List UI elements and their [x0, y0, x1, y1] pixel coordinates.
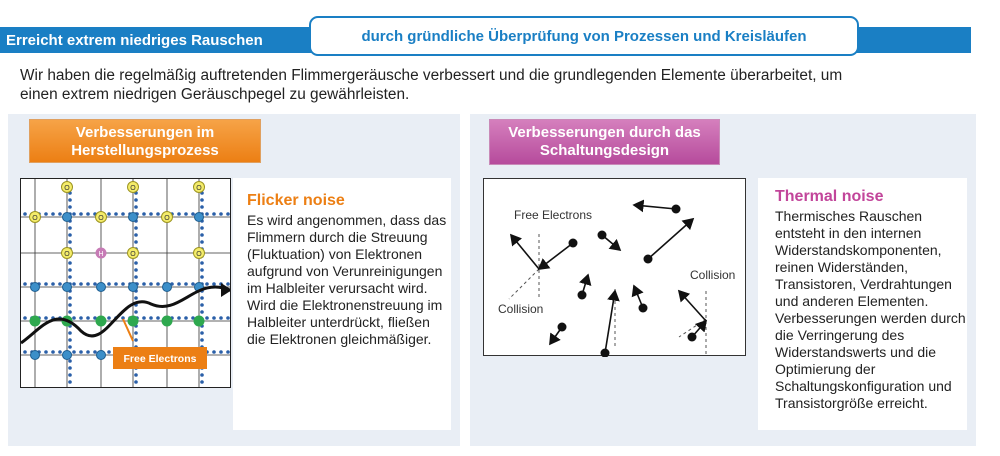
thermal-noise-diagram [483, 178, 746, 356]
bond-dot [51, 350, 55, 354]
oxygen-atom-label: O [64, 251, 70, 258]
bond-dot [156, 316, 160, 320]
oxygen-atom-label: O [64, 185, 70, 192]
bond-dot [72, 350, 76, 354]
bond-dot [68, 345, 72, 349]
free-electrons-label: Free Electrons [514, 208, 593, 222]
bond-dot [68, 303, 72, 307]
bond-dot [200, 233, 204, 237]
oxygen-atom-label: O [98, 215, 104, 222]
bond-dot [200, 240, 204, 244]
bond-dot [219, 316, 223, 320]
bond-dot [121, 282, 125, 286]
bond-dot [86, 282, 90, 286]
bond-dot [219, 212, 223, 216]
bond-dot [121, 212, 125, 216]
oxygen-atom-label: O [32, 215, 38, 222]
bond-dot [226, 316, 230, 320]
bond-dot [93, 350, 97, 354]
bond-dot [205, 212, 209, 216]
silicon-atom [129, 283, 138, 292]
bond-dot [114, 282, 118, 286]
electron-arrows [511, 205, 706, 353]
silicon-atom [31, 351, 40, 360]
bond-dot [200, 310, 204, 314]
bond-dot [219, 350, 223, 354]
banner-title: Erreicht extrem niedriges Rauschen [6, 32, 263, 49]
dopant-atom [96, 316, 107, 327]
bond-dot [184, 282, 188, 286]
bond-dot [200, 296, 204, 300]
bond-dot [68, 359, 72, 363]
bond-dot [44, 212, 48, 216]
intro-text [20, 66, 980, 104]
silicon-atom [63, 283, 72, 292]
bond-dot [79, 316, 83, 320]
bond-dot [68, 261, 72, 265]
bond-dot [107, 282, 111, 286]
bond-dot [134, 226, 138, 230]
bond-dot [200, 303, 204, 307]
flicker-noise-title: Flicker noise [247, 192, 345, 209]
collision-label-right: Collision [690, 268, 736, 282]
dopant-atom [30, 316, 41, 327]
bond-dot [191, 282, 195, 286]
bond-dot [23, 212, 27, 216]
manufacturing-tag-line-2: Herstellungsprozess [71, 142, 219, 159]
bond-dot [23, 282, 27, 286]
manufacturing-tag [29, 119, 261, 163]
bond-dot [134, 268, 138, 272]
bond-dot [68, 275, 72, 279]
bond-dot [68, 198, 72, 202]
bond-dot [156, 282, 160, 286]
bond-dot [212, 316, 216, 320]
hydrogen-atom-label: H [98, 251, 104, 258]
silicon-atom [31, 283, 40, 292]
bond-dot [134, 205, 138, 209]
bond-dot [177, 316, 181, 320]
oxygen-atom-label: O [130, 185, 136, 192]
bond-dot [58, 282, 62, 286]
bond-dot [107, 212, 111, 216]
bond-dot [58, 350, 62, 354]
bond-dot [23, 350, 27, 354]
bond-dot [51, 282, 55, 286]
bond-dot [79, 212, 83, 216]
free-electrons-callout-label: Free Electrons [123, 353, 197, 365]
bond-dot [184, 316, 188, 320]
bond-dot [226, 350, 230, 354]
bond-dot [200, 380, 204, 384]
bond-dot [134, 275, 138, 279]
bond-dot [68, 205, 72, 209]
dopant-atom [162, 316, 173, 327]
bond-dot [200, 226, 204, 230]
bond-dot [68, 366, 72, 370]
circuit-design-tag [489, 119, 720, 165]
intro-line-2: einen extrem niedrigen Geräuschpegel zu gewährleisten. [20, 86, 410, 103]
bond-dot [134, 310, 138, 314]
semiconductor-lattice-diagram [20, 178, 231, 388]
oxygen-atom-label: O [196, 185, 202, 192]
circuit-design-tag-line-1: Verbesserungen durch das [508, 124, 701, 141]
banner-subtitle-pill [309, 16, 859, 56]
bond-dot [212, 282, 216, 286]
electron-dots [558, 205, 697, 358]
bond-dot [177, 212, 181, 216]
bond-dot [134, 331, 138, 335]
bond-dot [72, 282, 76, 286]
bond-dot [23, 316, 27, 320]
bond-dot [134, 373, 138, 377]
bond-dot [149, 212, 153, 216]
bond-dot [149, 282, 153, 286]
bond-dot [86, 350, 90, 354]
silicon-atom [97, 351, 106, 360]
lattice-svg [21, 179, 231, 388]
bond-dot [149, 316, 153, 320]
bond-dot [226, 212, 230, 216]
bond-dot [72, 212, 76, 216]
bond-dot [200, 373, 204, 377]
bond-dot [200, 331, 204, 335]
bond-dot [134, 233, 138, 237]
bond-dot [134, 240, 138, 244]
bond-dot [205, 316, 209, 320]
bond-dot [107, 350, 111, 354]
bond-dot [79, 282, 83, 286]
bond-dot [68, 380, 72, 384]
bond-dot [79, 350, 83, 354]
electron-flow-curve [21, 287, 231, 343]
bond-dot [142, 316, 146, 320]
bond-dot [134, 261, 138, 265]
flicker-noise-body: Es wird angenommen, dass das Flimmern durch die Streuung (Fluktuation) von Elektronen aufgrund von Verunreinigungen im Halbleiter verursacht wird. Wird die Elektronenstreuung im Halbleiter unterdrückt, fließen die Elektronen gleichmäßiger. [247, 212, 447, 347]
bond-dot [86, 316, 90, 320]
dopant-atom [128, 316, 139, 327]
silicon-atom [97, 283, 106, 292]
bond-dot [200, 275, 204, 279]
bond-dot [134, 198, 138, 202]
bond-dot [44, 316, 48, 320]
manufacturing-tag-line-1: Verbesserungen im [75, 124, 215, 141]
collision-label-left: Collision [498, 302, 544, 316]
bond-dot [68, 373, 72, 377]
thermal-noise-title: Thermal noise [775, 188, 884, 205]
thermal-noise-svg [484, 179, 747, 357]
silicon-atom [195, 213, 204, 222]
bond-dot [68, 233, 72, 237]
oxygen-atom-label: O [130, 251, 136, 258]
flicker-noise-card [233, 178, 451, 430]
bond-dot [68, 240, 72, 244]
bond-dot [177, 282, 181, 286]
bond-dot [93, 282, 97, 286]
bond-dot [68, 296, 72, 300]
bond-dot [68, 338, 72, 342]
bond-dot [134, 380, 138, 384]
bond-dot [191, 212, 195, 216]
bond-dot [114, 212, 118, 216]
bond-dot [200, 205, 204, 209]
bond-dot [68, 310, 72, 314]
bond-dot [68, 331, 72, 335]
bond-dot [107, 316, 111, 320]
bond-dot [142, 282, 146, 286]
bond-dot [200, 261, 204, 265]
bond-dot [212, 350, 216, 354]
silicon-atom [129, 213, 138, 222]
bond-dot [184, 212, 188, 216]
bond-dot [58, 212, 62, 216]
electron-flow-arrowhead [221, 283, 231, 297]
bond-dot [44, 282, 48, 286]
bond-dot [134, 296, 138, 300]
silicon-atom [63, 351, 72, 360]
bond-dot [44, 350, 48, 354]
bond-dot [142, 212, 146, 216]
silicon-atom [163, 283, 172, 292]
bond-dot [212, 212, 216, 216]
bond-dot [134, 338, 138, 342]
bond-dot [51, 212, 55, 216]
bond-dot [205, 282, 209, 286]
intro-line-1: Wir haben die regelmäßig auftretenden Flimmergeräusche verbessert und die grundlegenden Elemente überarbeitet, um [20, 67, 843, 84]
bond-dot [156, 212, 160, 216]
bond-dot [200, 198, 204, 202]
bond-dot [226, 282, 230, 286]
thermal-noise-card [758, 178, 967, 430]
thermal-noise-body: Thermisches Rauschen entsteht in den internen Widerstandskomponenten, reinen Widerständen, Transistoren, Verdrahtungen und anderen Elementen. Verbesserungen werden durch die Verringerung des Widerstandswerts und die Optimierung der Schaltungskonfiguration und Transistorgröße erreicht. [775, 208, 966, 411]
bond-dot [68, 268, 72, 272]
bond-dot [72, 316, 76, 320]
bond-dot [68, 226, 72, 230]
circuit-design-tag-line-2: Schaltungsdesign [539, 142, 670, 159]
oxygen-atom-label: O [196, 251, 202, 258]
bond-dot [200, 338, 204, 342]
silicon-atom [63, 213, 72, 222]
bond-dot [200, 268, 204, 272]
bond-dot [86, 212, 90, 216]
banner-subtitle: durch gründliche Überprüfung von Prozessen und Kreisläufen [361, 28, 807, 45]
dopant-atom [194, 316, 205, 327]
oxygen-atom-label: O [164, 215, 170, 222]
